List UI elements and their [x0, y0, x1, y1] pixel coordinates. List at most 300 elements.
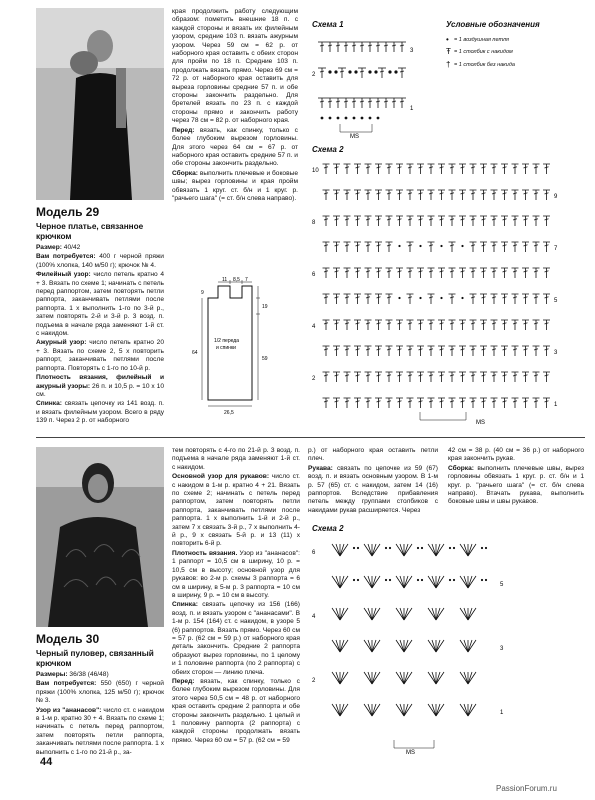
density-value: 26 п. и 10,5 р. = 10 х 10 см.	[36, 382, 164, 398]
stitch-symbol	[407, 398, 414, 408]
stitch-symbol	[522, 346, 529, 356]
stitch-symbol	[512, 164, 519, 174]
stitch-symbol	[533, 294, 540, 304]
fan-stitch	[332, 544, 340, 556]
fan-stitch	[468, 608, 476, 620]
fan-stitch	[368, 608, 372, 620]
stitch-symbol	[323, 346, 330, 356]
stitch-symbol	[417, 268, 424, 278]
m30-need-label: Вам потребуется:	[36, 680, 97, 688]
stitch-symbol	[438, 372, 445, 382]
stitch-symbol	[354, 372, 361, 382]
schema-2-bottom-row-number: 5	[500, 582, 504, 588]
chain-symbol	[485, 547, 487, 549]
fan-stitch	[432, 640, 436, 652]
schema-2-bottom-row-number: 4	[312, 614, 316, 620]
m30-need-value: 550 (650) г черной пряжи (100% хлопка, 125 м/50 г); крючок № 3.	[36, 680, 164, 705]
chain-symbol	[481, 547, 483, 549]
stitch-symbol	[354, 294, 361, 304]
fan-stitch	[332, 672, 340, 684]
stitch-symbol	[459, 268, 466, 278]
stitch-symbol	[512, 346, 519, 356]
fan-stitch	[404, 544, 412, 556]
stitch-symbol	[543, 190, 550, 200]
m30-back-label: Спинка:	[172, 601, 198, 609]
chain-icon: •	[446, 34, 449, 44]
schema-2-top-row-number: 8	[312, 220, 316, 226]
stitch-symbol	[449, 346, 456, 356]
fan-stitch	[460, 640, 468, 652]
chain-symbol	[453, 579, 455, 581]
model-29-subtitle: Черное платье, связанное крючком	[36, 222, 144, 241]
fan-stitch	[468, 704, 472, 716]
repeat-bracket	[420, 412, 466, 420]
model-29-title: Модель 29	[36, 205, 100, 219]
stitch-symbol	[512, 190, 519, 200]
pattern-top-left: 11	[222, 277, 228, 283]
stitch-symbol	[407, 190, 414, 200]
fan-stitch	[340, 576, 348, 588]
fan-stitch	[340, 608, 348, 620]
schema-2-bottom-ms: MS	[406, 750, 415, 756]
stitch-symbol	[543, 346, 550, 356]
lace-label: Ажурный узор:	[36, 339, 87, 347]
crochet-chart-schema-1	[310, 32, 420, 142]
fan-stitch	[464, 544, 468, 556]
fan-stitch	[336, 576, 340, 588]
photo-model-30	[36, 447, 164, 627]
stitch-symbol	[396, 268, 403, 278]
stitch-symbol	[491, 320, 498, 330]
stitch-symbol	[480, 372, 487, 382]
stitch-symbol	[428, 190, 435, 200]
stitch-symbol	[470, 268, 477, 278]
schema-2-top-ms: MS	[476, 420, 485, 426]
fan-stitch	[404, 576, 408, 588]
fan-stitch	[404, 640, 408, 652]
stitch-symbol	[470, 242, 477, 252]
stitch-symbol	[512, 216, 519, 226]
m30-assembly-label: Сборка:	[448, 464, 474, 472]
stitch-symbol	[375, 398, 382, 408]
page-number: 44	[40, 756, 53, 768]
m30-sleeve-label: Основной узор для рукавов:	[172, 473, 270, 481]
stitch-symbol	[417, 398, 424, 408]
stitch-symbol	[438, 164, 445, 174]
stitch-symbol	[365, 216, 372, 226]
fan-stitch	[404, 576, 412, 588]
legend-chain: = 1 воздушная петля	[454, 36, 509, 43]
stitch-symbol	[543, 216, 550, 226]
stitch-symbol	[365, 190, 372, 200]
stitch-symbol	[438, 346, 445, 356]
chain-symbol	[417, 547, 419, 549]
fan-stitch	[464, 704, 468, 716]
stitch-symbol	[470, 164, 477, 174]
stitch-symbol	[354, 320, 361, 330]
stitch-symbol	[470, 320, 477, 330]
fan-stitch	[372, 704, 376, 716]
double-crochet-icon: Ŧ	[446, 46, 451, 56]
crochet-chart-schema-2-bottom	[310, 536, 520, 756]
stitch-symbol	[438, 216, 445, 226]
stitch-symbol	[407, 294, 414, 304]
fan-stitch	[396, 576, 404, 588]
fan-stitch	[368, 704, 372, 716]
stitch-symbol	[407, 216, 414, 226]
stitch-symbol	[501, 242, 508, 252]
chain-symbol	[398, 245, 400, 247]
schema-2-bottom-row-number: 6	[312, 550, 316, 556]
pattern-left-top: 9	[201, 290, 204, 296]
stitch-symbol	[491, 216, 498, 226]
fan-stitch	[340, 608, 344, 620]
fan-stitch	[340, 704, 348, 716]
fan-stitch	[396, 544, 404, 556]
fan-stitch	[336, 544, 340, 556]
fan-stitch	[436, 704, 440, 716]
stitch-symbol	[323, 164, 330, 174]
stitch-symbol	[386, 242, 393, 252]
fan-stitch	[332, 608, 340, 620]
stitch-symbol	[375, 190, 382, 200]
stitch-symbol	[333, 294, 340, 304]
schema-2-bottom-row-number: 3	[500, 646, 504, 652]
fan-stitch	[372, 640, 380, 652]
stitch-symbol	[438, 398, 445, 408]
stitch-symbol	[501, 216, 508, 226]
stitch-symbol	[375, 346, 382, 356]
fan-stitch	[436, 672, 444, 684]
fan-stitch	[400, 672, 404, 684]
stitch-symbol	[344, 164, 351, 174]
stitch-symbol	[365, 398, 372, 408]
chain-symbol	[357, 547, 359, 549]
pattern-right-upper: 19	[262, 304, 268, 310]
stitch-symbol	[522, 294, 529, 304]
stitch-symbol	[512, 268, 519, 278]
stitch-symbol	[333, 164, 340, 174]
fan-stitch	[468, 672, 472, 684]
stitch-symbol	[449, 190, 456, 200]
stitch-symbol	[459, 164, 466, 174]
stitch-symbol	[417, 216, 424, 226]
stitch-symbol	[491, 294, 498, 304]
schema-2-top-row-number: 3	[554, 350, 558, 356]
fan-stitch	[364, 672, 372, 684]
fan-stitch	[372, 544, 376, 556]
fan-stitch	[364, 640, 372, 652]
fan-stitch	[340, 640, 344, 652]
fan-stitch	[400, 576, 404, 588]
fan-stitch	[436, 576, 444, 588]
stitch-symbol	[449, 164, 456, 174]
stitch-symbol	[333, 346, 340, 356]
fan-stitch	[432, 576, 436, 588]
fan-stitch	[404, 608, 412, 620]
back-value: связать цепочку из 141 возд. п. и вязать филейным узором. Всего в ряду 139 п. Через 2 р. от наборного	[36, 400, 164, 425]
pattern-left-main: 64	[192, 350, 198, 356]
stitch-symbol	[396, 346, 403, 356]
fan-stitch	[368, 544, 372, 556]
chain-symbol	[421, 547, 423, 549]
m30-pineapple-value: число ст. с накидом в 1-м р. кратно 30 + 4. Вязать по схеме 1; начинать с петель перед раппортом, затем повторять петли раппорта, заканчивать петлями после раппорта. 1 х выполнить с 1-го по 21-й р., за-	[36, 706, 164, 756]
fan-stitch	[396, 640, 404, 652]
schema-1-row-3: 3	[410, 48, 414, 54]
fan-stitch	[404, 640, 412, 652]
fan-stitch	[432, 704, 436, 716]
schema-1-ms: MS	[350, 134, 359, 140]
stitch-symbol	[438, 190, 445, 200]
stitch-symbol	[323, 372, 330, 382]
stitch-symbol	[438, 320, 445, 330]
fan-stitch	[460, 576, 468, 588]
stitch-symbol	[344, 294, 351, 304]
m30-back-value: связать цепочку из 156 (166) возд. п. и вязать узором с "ананасами". В 1-м р. 154 (164) ст. с накидом, в узоре 5 (6) раппортов. Вязать прямо. Через 60 см = 57 р. (62 см = 59 р.) от наборного края деталь закончить. Средние 2 раппорта образуют вырез горловины, по 1 целому и 1 половине раппорта (по 2 раппорта) с обеих сторон — линию плеча.	[172, 601, 300, 676]
pattern-label-line2: и спинки	[216, 345, 236, 351]
stitch-symbol	[543, 164, 550, 174]
stitch-symbol	[459, 216, 466, 226]
fan-stitch	[404, 704, 412, 716]
fan-stitch	[340, 544, 344, 556]
m30-col3-text: р.) от наборного края оставить петли плеч.	[308, 447, 438, 463]
stitch-symbol	[449, 320, 456, 330]
stitch-symbol	[449, 372, 456, 382]
fan-stitch	[400, 544, 404, 556]
stitch-symbol	[354, 164, 361, 174]
pattern-top-right: 7	[245, 277, 248, 283]
chain-symbol	[353, 579, 355, 581]
stitch-symbol	[354, 216, 361, 226]
stitch-symbol	[375, 372, 382, 382]
stitch-symbol	[396, 372, 403, 382]
pattern-diagram	[190, 276, 300, 426]
chain-symbol	[440, 297, 442, 299]
stitch-symbol	[344, 398, 351, 408]
stitch-symbol	[428, 398, 435, 408]
stitch-symbol	[543, 398, 550, 408]
stitch-symbol	[543, 268, 550, 278]
fan-stitch	[336, 704, 340, 716]
stitch-symbol	[365, 320, 372, 330]
stitch-symbol	[407, 320, 414, 330]
stitch-symbol	[491, 164, 498, 174]
fan-stitch	[436, 544, 440, 556]
schema-2-bottom-row-number: 1	[500, 710, 504, 716]
stitch-symbol	[417, 190, 424, 200]
stitch-symbol	[323, 190, 330, 200]
stitch-symbol	[344, 268, 351, 278]
stitch-symbol	[449, 268, 456, 278]
fan-stitch	[428, 672, 436, 684]
stitch-symbol	[533, 242, 540, 252]
fan-stitch	[400, 704, 404, 716]
stitch-symbol	[480, 216, 487, 226]
stitch-symbol	[522, 216, 529, 226]
fan-stitch	[364, 704, 372, 716]
fan-stitch	[404, 672, 412, 684]
chain-symbol	[417, 579, 419, 581]
fan-stitch	[336, 640, 340, 652]
front-value: вязать, как спинку, только с более глубоким вырезом горловины. Для этого через 64 см = 67 р. от наборного края оставить средние 57 п. и обе стороны закончить раздельно.	[172, 126, 298, 168]
stitch-symbol	[480, 346, 487, 356]
need-value: 400 г черной пряжи (100% хлопка, 140 м/50 г); крючок № 4.	[36, 253, 164, 269]
stitch-symbol	[386, 190, 393, 200]
fan-stitch	[340, 704, 344, 716]
stitch-symbol	[375, 320, 382, 330]
fan-stitch	[460, 544, 468, 556]
filet-label: Филейный узор:	[36, 271, 91, 279]
schema-2-top-row-number: 5	[554, 298, 558, 304]
fan-stitch	[396, 672, 404, 684]
stitch-symbol	[522, 268, 529, 278]
stitch-symbol	[396, 398, 403, 408]
stitch-symbol	[344, 372, 351, 382]
size-label: Размер:	[36, 244, 62, 251]
section-divider	[36, 437, 585, 438]
fan-stitch	[396, 704, 404, 716]
stitch-symbol	[533, 398, 540, 408]
fan-stitch	[400, 608, 404, 620]
stitch-symbol	[470, 372, 477, 382]
stitch-symbol	[543, 242, 550, 252]
pattern-label-line1: 1/2 переда	[214, 338, 239, 344]
m30-front-label: Перед:	[172, 677, 195, 685]
stitch-symbol	[386, 372, 393, 382]
repeat-bracket	[394, 740, 434, 748]
stitch-symbol	[417, 320, 424, 330]
stitch-symbol	[512, 398, 519, 408]
stitch-symbol	[480, 242, 487, 252]
fan-stitch	[372, 608, 376, 620]
chain-symbol	[419, 297, 421, 299]
chain-symbol	[389, 547, 391, 549]
fan-stitch	[432, 608, 436, 620]
stitch-symbol	[375, 294, 382, 304]
schema-2-top-row-number: 1	[554, 402, 558, 408]
schema-1-row-2: 2	[312, 72, 316, 78]
stitch-symbol	[459, 398, 466, 408]
stitch-symbol	[522, 242, 529, 252]
stitch-symbol	[480, 294, 487, 304]
stitch-symbol	[543, 320, 550, 330]
stitch-symbol	[333, 190, 340, 200]
stitch-symbol	[323, 268, 330, 278]
stitch-symbol	[533, 268, 540, 278]
fan-stitch	[436, 640, 444, 652]
stitch-symbol	[354, 190, 361, 200]
stitch-symbol	[543, 372, 550, 382]
schema-2-top-row-number: 7	[554, 246, 558, 252]
stitch-symbol	[522, 398, 529, 408]
stitch-symbol	[365, 346, 372, 356]
stitch-symbol	[512, 320, 519, 330]
fan-stitch	[340, 672, 344, 684]
stitch-symbol	[386, 268, 393, 278]
stitch-symbol	[396, 190, 403, 200]
schema-1-row-1: 1	[410, 106, 414, 112]
stitch-symbol	[407, 268, 414, 278]
fan-stitch	[468, 672, 476, 684]
m30-size-value: 36/38 (46/48)	[69, 671, 109, 678]
stitch-symbol	[333, 268, 340, 278]
stitch-symbol	[470, 346, 477, 356]
fan-stitch	[460, 608, 468, 620]
fan-stitch	[404, 672, 408, 684]
fan-stitch	[332, 640, 340, 652]
stitch-symbol	[386, 294, 393, 304]
stitch-symbol	[501, 372, 508, 382]
fan-stitch	[436, 544, 444, 556]
m30-front-value: вязать, как спинку, только с более глубоким вырезом горловины. Для этого через 50,5 см = 48 р. от наборного края оставить средние 2 раппорта и обе стороны закончить раздельно. 1 целый и 1 половину раппорта (2 раппорта) с каждой стороны продолжать вязать прямо. Через 60 см = 57 р. (62 см = 59	[172, 677, 300, 744]
fan-stitch	[364, 544, 372, 556]
size-value: 40/42	[63, 244, 81, 251]
stitch-symbol	[386, 320, 393, 330]
stitch-symbol	[449, 242, 456, 252]
m30-sleeves-label: Рукава:	[308, 464, 333, 472]
stitch-symbol	[480, 190, 487, 200]
assembly-label: Сборка:	[172, 169, 198, 177]
stitch-symbol	[428, 164, 435, 174]
stitch-symbol	[344, 190, 351, 200]
fan-stitch	[372, 576, 380, 588]
stitch-symbol	[323, 398, 330, 408]
fan-stitch	[436, 576, 440, 588]
stitch-symbol	[375, 216, 382, 226]
stitch-symbol	[501, 320, 508, 330]
fan-stitch	[468, 704, 476, 716]
m30-density-label: Плотность вязания.	[172, 549, 238, 557]
stitch-symbol	[365, 372, 372, 382]
chain-symbol	[389, 579, 391, 581]
stitch-symbol	[333, 372, 340, 382]
fan-stitch	[404, 608, 408, 620]
fan-stitch	[400, 640, 404, 652]
stitch-symbol	[459, 346, 466, 356]
stitch-symbol	[428, 346, 435, 356]
stitch-symbol	[407, 164, 414, 174]
stitch-symbol	[375, 242, 382, 252]
filet-value: число петель кратно 4 + 3. Вязать по схеме 1; начинать с петель перед раппортом, затем повторять петли раппорта, заканчивать петлями после раппорта. 1 х выполнить 1-го по 3-й р., затем повторять 2-й и 3-й р. 3 возд. п. подъема в начале ряда заменяют 1-й ст. с накидом.	[36, 271, 165, 338]
stitch-symbol	[512, 372, 519, 382]
fan-stitch	[340, 544, 348, 556]
stitch-symbol	[386, 346, 393, 356]
stitch-symbol	[323, 216, 330, 226]
m30-assembly-value: выполнить плечевые швы, вырез горловины обвязать 1 круг. р. ст. б/н и 1 круг. р. "рачьего шага" (= ст. б/н слева направо). Втачать рукава, выполнить боковые швы и швы рукавов.	[448, 464, 584, 506]
fan-stitch	[468, 576, 476, 588]
stitch-symbol	[501, 190, 508, 200]
stitch-symbol	[480, 164, 487, 174]
stitch-symbol	[396, 164, 403, 174]
chain-symbol	[440, 245, 442, 247]
stitch-symbol	[407, 372, 414, 382]
fan-stitch	[428, 704, 436, 716]
stitch-symbol	[533, 346, 540, 356]
stitch-symbol	[522, 320, 529, 330]
chain-symbol	[385, 579, 387, 581]
schema-2-top-symbols	[323, 164, 551, 408]
schema-2-bottom-title: Схема 2	[312, 524, 344, 533]
stitch-symbol	[333, 242, 340, 252]
fan-stitch	[460, 704, 468, 716]
chain-symbol	[398, 297, 400, 299]
fan-stitch	[468, 544, 476, 556]
stitch-symbol	[459, 190, 466, 200]
stitch-symbol	[533, 320, 540, 330]
m30-sleeves-value: связать по цепочке из 59 (67) возд. п. и вязать основным узором. В 1-м р. 57 (65) ст. с накидом, затем 14 (16) раппортов. Вследствие прибавления петель между группами столбиков с накидами рукав расширяется. Через	[308, 464, 439, 514]
stitch-symbol	[470, 190, 477, 200]
stitch-symbol	[344, 216, 351, 226]
